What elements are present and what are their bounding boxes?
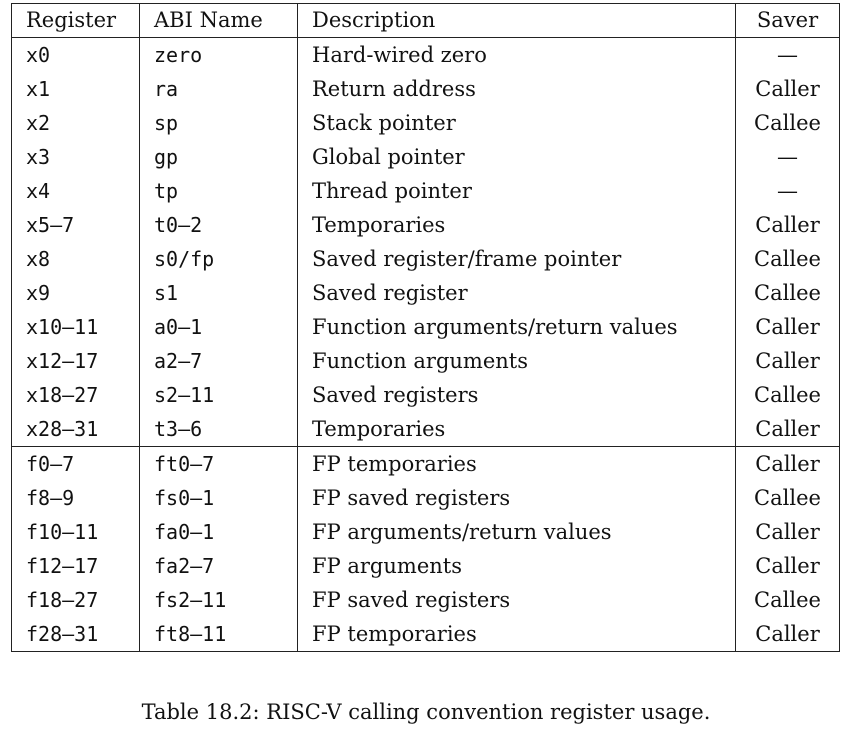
register-cell: f8–9 (12, 481, 140, 515)
register-cell: x1 (12, 72, 140, 106)
header-register: Register (12, 4, 140, 38)
saver-cell: Caller (736, 208, 840, 242)
abi-name-cell: s0/fp (140, 242, 298, 276)
register-cell: f18–27 (12, 583, 140, 617)
table-row (12, 583, 840, 617)
register-cell: x18–27 (12, 378, 140, 412)
register-cell: x4 (12, 174, 140, 208)
abi-name-cell: t0–2 (140, 208, 298, 242)
description-cell: FP arguments (298, 549, 736, 583)
table-body (12, 38, 840, 652)
description-cell: Saved register/frame pointer (298, 242, 736, 276)
description-cell: Return address (298, 72, 736, 106)
abi-name-cell: fs0–1 (140, 481, 298, 515)
table-row (12, 344, 840, 378)
abi-name-cell: s1 (140, 276, 298, 310)
register-cell: f12–17 (12, 549, 140, 583)
saver-cell: Caller (736, 310, 840, 344)
register-cell: x3 (12, 140, 140, 174)
header-row (12, 4, 840, 38)
description-cell: FP saved registers (298, 481, 736, 515)
register-cell: x28–31 (12, 412, 140, 447)
register-cell: x10–11 (12, 310, 140, 344)
description-cell: Stack pointer (298, 106, 736, 140)
header-saver: Saver (736, 4, 840, 38)
abi-name-cell: ra (140, 72, 298, 106)
abi-name-cell: fa2–7 (140, 549, 298, 583)
description-cell: Thread pointer (298, 174, 736, 208)
table-row (12, 72, 840, 106)
abi-name-cell: t3–6 (140, 412, 298, 447)
saver-cell: Callee (736, 242, 840, 276)
register-cell: f10–11 (12, 515, 140, 549)
register-cell: f0–7 (12, 447, 140, 482)
register-cell: f28–31 (12, 617, 140, 652)
table-row (12, 140, 840, 174)
header-abi-name: ABI Name (140, 4, 298, 38)
abi-name-cell: gp (140, 140, 298, 174)
register-cell: x9 (12, 276, 140, 310)
table-header (12, 4, 840, 38)
description-cell: Global pointer (298, 140, 736, 174)
header-description: Description (298, 4, 736, 38)
description-cell: Temporaries (298, 208, 736, 242)
register-usage-table (11, 3, 840, 652)
abi-name-cell: fs2–11 (140, 583, 298, 617)
description-cell: FP arguments/return values (298, 515, 736, 549)
table-row (12, 174, 840, 208)
description-cell: FP temporaries (298, 447, 736, 482)
register-cell: x8 (12, 242, 140, 276)
saver-cell: Caller (736, 447, 840, 482)
table-row (12, 412, 840, 447)
abi-name-cell: ft0–7 (140, 447, 298, 482)
table-row (12, 38, 840, 73)
table-row (12, 106, 840, 140)
table-caption: Table 18.2: RISC-V calling convention register usage. (141, 700, 711, 724)
abi-name-cell: tp (140, 174, 298, 208)
abi-name-cell: fa0–1 (140, 515, 298, 549)
saver-cell: Caller (736, 549, 840, 583)
abi-name-cell: sp (140, 106, 298, 140)
abi-name-cell: a2–7 (140, 344, 298, 378)
saver-cell: Caller (736, 515, 840, 549)
table-row (12, 549, 840, 583)
abi-name-cell: s2–11 (140, 378, 298, 412)
saver-cell: Callee (736, 106, 840, 140)
saver-cell: Caller (736, 617, 840, 652)
description-cell: Saved register (298, 276, 736, 310)
description-cell: Saved registers (298, 378, 736, 412)
table-row (12, 515, 840, 549)
description-cell: Temporaries (298, 412, 736, 447)
table-row (12, 617, 840, 652)
table-row (12, 481, 840, 515)
saver-cell: Caller (736, 72, 840, 106)
saver-cell: Caller (736, 344, 840, 378)
table-row (12, 447, 840, 482)
saver-cell: Callee (736, 583, 840, 617)
table-row (12, 378, 840, 412)
saver-cell: — (736, 140, 840, 174)
register-cell: x2 (12, 106, 140, 140)
table-row (12, 310, 840, 344)
description-cell: Function arguments (298, 344, 736, 378)
abi-name-cell: ft8–11 (140, 617, 298, 652)
register-cell: x12–17 (12, 344, 140, 378)
table-row (12, 208, 840, 242)
description-cell: Hard-wired zero (298, 38, 736, 73)
saver-cell: — (736, 174, 840, 208)
saver-cell: Callee (736, 481, 840, 515)
abi-name-cell: a0–1 (140, 310, 298, 344)
saver-cell: — (736, 38, 840, 73)
abi-name-cell: zero (140, 38, 298, 73)
table-row (12, 242, 840, 276)
saver-cell: Callee (736, 276, 840, 310)
table-row (12, 276, 840, 310)
saver-cell: Caller (736, 412, 840, 447)
description-cell: Function arguments/return values (298, 310, 736, 344)
description-cell: FP saved registers (298, 583, 736, 617)
saver-cell: Callee (736, 378, 840, 412)
register-cell: x0 (12, 38, 140, 73)
description-cell: FP temporaries (298, 617, 736, 652)
register-cell: x5–7 (12, 208, 140, 242)
